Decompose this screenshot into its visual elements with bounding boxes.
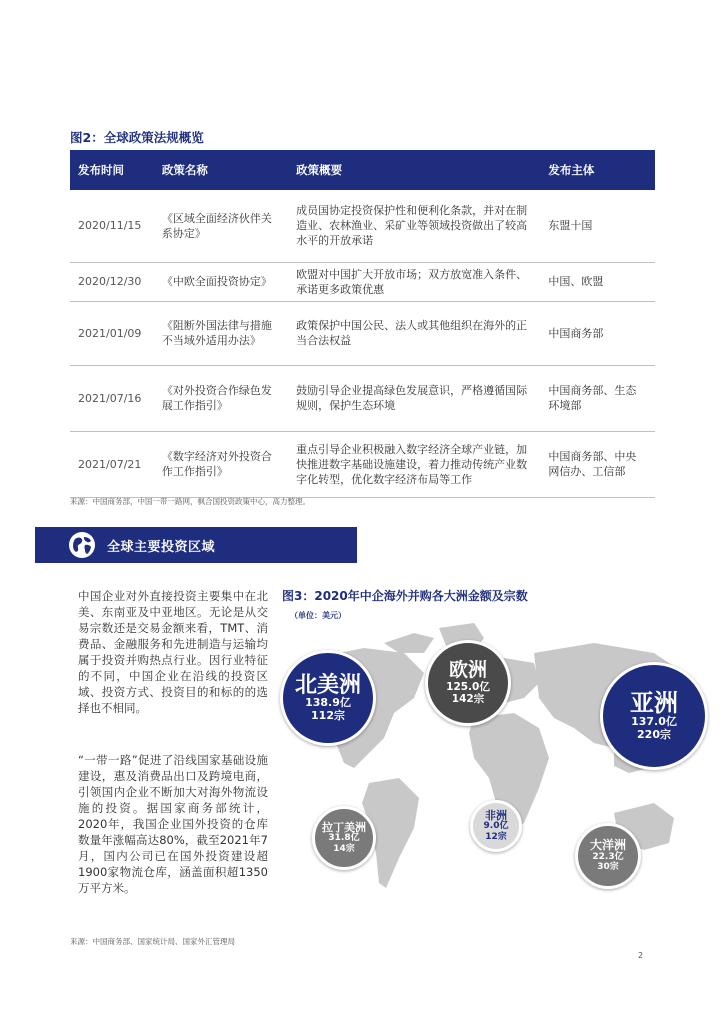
region-deals: 12宗 — [485, 831, 507, 842]
row-policy-name: 《区域全面经济伙伴关系协定》 — [154, 190, 288, 262]
region-name: 拉丁美洲 — [322, 820, 366, 834]
table-header-row — [70, 150, 655, 190]
col-header-summary: 政策概要 — [288, 150, 540, 190]
region-amount: 138.9亿 — [305, 695, 351, 709]
figure2-source: 来源：中国商务部，中国一带一路网，枫合国投资政策中心，高力整理。 — [70, 497, 310, 506]
row-issuer: 东盟十国 — [540, 190, 655, 262]
col-header-issuer: 发布主体 — [540, 150, 655, 190]
row-issuer: 中国商务部 — [540, 301, 655, 365]
region-deals: 142宗 — [451, 692, 485, 705]
row-date: 2021/01/09 — [70, 301, 154, 365]
col-header-date: 发布时间 — [70, 150, 154, 190]
figure2-title: 图2：全球政策法规概览 — [70, 130, 204, 145]
region-deals: 220宗 — [637, 727, 671, 741]
region-deals: 14宗 — [333, 843, 355, 854]
row-issuer: 中国、欧盟 — [540, 262, 655, 301]
region-name: 大洋洲 — [589, 838, 626, 853]
row-summary: 鼓励引导企业提高绿色发展意识，严格遵循国际规则，保护生态环境 — [288, 365, 540, 431]
row-date: 2021/07/21 — [70, 431, 154, 497]
row-policy-name: 《数字经济对外投资合作工作指引》 — [154, 431, 288, 497]
row-summary: 欧盟对中国扩大开放市场；双方放宽准入条件、承诺更多政策优惠 — [288, 262, 540, 301]
row-date: 2021/07/16 — [70, 365, 154, 431]
region-amount: 9.0亿 — [483, 821, 509, 832]
region-bubble-africa — [470, 800, 522, 852]
region-amount: 31.8亿 — [328, 833, 360, 844]
region-deals: 112宗 — [311, 708, 345, 722]
row-issuer: 中国商务部、中央网信办、工信部 — [540, 431, 655, 497]
region-name: 北美洲 — [294, 672, 361, 698]
region-bubble-latin-america — [312, 806, 376, 870]
row-date: 2020/11/15 — [70, 190, 154, 262]
globe-icon — [67, 530, 97, 560]
table-row — [70, 431, 655, 497]
figure3-unit: （单位：美元） — [290, 611, 346, 620]
table-row — [70, 190, 655, 262]
region-bubble-north-america — [280, 650, 376, 746]
row-policy-name: 《对外投资合作绿色发展工作指引》 — [154, 365, 288, 431]
region-bubble-europe — [425, 640, 511, 726]
row-date: 2020/12/30 — [70, 262, 154, 301]
region-name: 欧洲 — [448, 658, 487, 681]
region-bubble-oceania — [575, 823, 641, 889]
row-summary: 重点引导企业积极融入数字经济全球产业链，加快推进数字基础设施建设，着力推动传统产业数字化转型，优化数字经济布局等工作 — [288, 431, 540, 497]
row-issuer: 中国商务部、生态环境部 — [540, 365, 655, 431]
table-row — [70, 262, 655, 301]
region-amount: 22.3亿 — [592, 851, 624, 862]
section-banner — [35, 527, 357, 563]
row-summary: 成员国协定投资保护性和便利化条款，并对在制造业、农林渔业、采矿业等领域投资做出了较高水平的开放承诺 — [288, 190, 540, 262]
region-bubble-asia — [600, 662, 708, 770]
section-title: 全球主要投资区域 — [107, 539, 216, 555]
region-name: 非洲 — [485, 808, 507, 822]
table-row — [70, 365, 655, 431]
body-source: 来源：中国商务部、国家统计局、国家外汇管理局 — [70, 937, 235, 946]
body-paragraph: 中国企业对外直接投资主要集中在北美、东南亚及中亚地区。无论是从交易宗数还是交易金额来看，TMT、消费品、金融服务和先进制造与运输均属于投资并购热点行业。因行业特征的不同，中国企业在沿线的投资区域、投资方式、投资目的和标的的选择也不相同。 — [78, 589, 268, 715]
region-name: 亚洲 — [630, 688, 678, 717]
policy-table — [70, 150, 655, 498]
figure3-title: 图3：2020年中企海外并购各大洲金额及宗数 — [282, 589, 528, 603]
col-header-name: 政策名称 — [154, 150, 288, 190]
region-amount: 125.0亿 — [446, 680, 490, 693]
page-number: 2 — [638, 951, 644, 960]
row-policy-name: 《中欧全面投资协定》 — [154, 262, 288, 301]
row-summary: 政策保护中国公民、法人或其他组织在海外的正当合法权益 — [288, 301, 540, 365]
body-paragraph: “一带一路”促进了沿线国家基础设施建设，惠及消费品出口及跨境电商，引领国内企业不断加大对海外物流设施的投资。据国家商务部统计，2020年，我国企业国外投资的仓库数量年涨幅高达80%，截至2021年7月，国内公司已在国外投资建设超1900家物流仓库，涵盖面积超1350万平方米。 — [78, 753, 268, 895]
row-policy-name: 《阻断外国法律与措施不当域外适用办法》 — [154, 301, 288, 365]
region-deals: 30宗 — [597, 862, 619, 873]
table-row — [70, 301, 655, 365]
region-amount: 137.0亿 — [631, 714, 677, 728]
